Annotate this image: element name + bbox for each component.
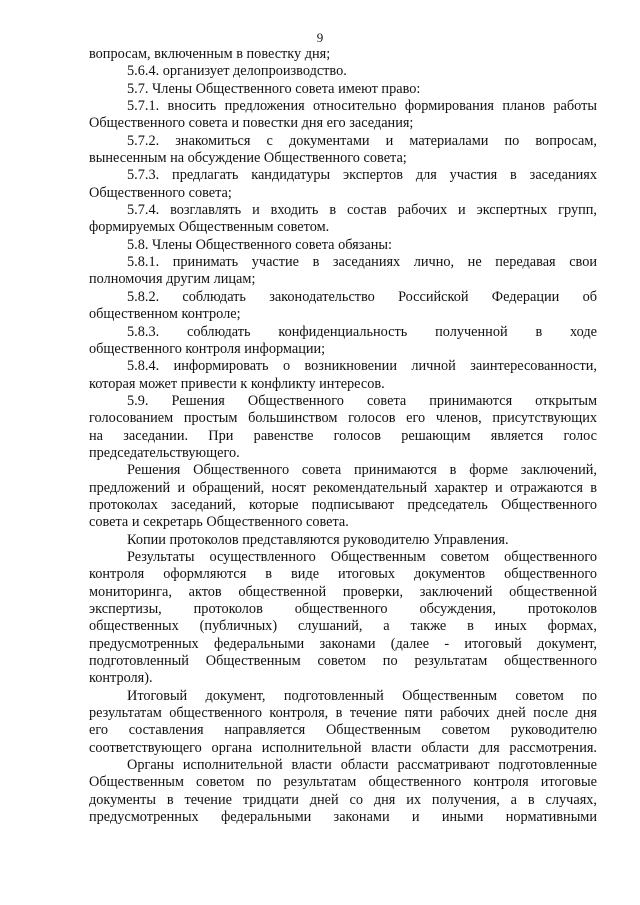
text-line: председательствующего. bbox=[89, 444, 240, 461]
text-line: Общественным советом по результатам общественного контроля итоговые bbox=[89, 774, 597, 791]
text-line: Органы исполнительной власти области рассматривают подготовленные bbox=[127, 757, 597, 774]
text-line: 5.7. Члены Общественного совета имеют право: bbox=[127, 80, 421, 97]
text-line: его составления направляется Общественным советом руководителю bbox=[89, 722, 597, 739]
text-line: полномочия другим лицам; bbox=[89, 271, 256, 288]
text-line: предложений и обращений, носят рекомендательный характер и отражаются в bbox=[89, 479, 597, 496]
text-line: которая может привести к конфликту интересов. bbox=[89, 375, 385, 392]
text-line: Решения Общественного совета принимаются в форме заключений, bbox=[127, 462, 597, 479]
text-line: протоколах заседаний, которые подписывают председатель Общественного bbox=[89, 496, 597, 513]
text-line: контроля оформляются в виде итоговых документов общественного bbox=[89, 566, 597, 583]
text-line: предусмотренных федеральными законами и иными нормативными bbox=[89, 809, 597, 826]
text-line: общественном контроле; bbox=[89, 306, 241, 323]
text-line: общественных (публичных) слушаний, а также в иных формах, bbox=[89, 618, 597, 635]
text-line: Результаты осуществленного Общественным советом общественного bbox=[127, 548, 597, 565]
text-line: экспертизы, протоколов общественного обсуждения, протоколов bbox=[89, 601, 597, 617]
text-line: Общественного совета; bbox=[89, 184, 232, 201]
text-line: совета и секретарь Общественного совета. bbox=[89, 514, 349, 531]
text-line: Общественного совета и повестки дня его заседания; bbox=[89, 115, 414, 132]
text-line: вынесенным на обсуждение Общественного совета; bbox=[89, 150, 407, 167]
text-line: 5.8.3. соблюдать конфиденциальность полученной в ходе bbox=[127, 323, 597, 340]
text-line: документы в течение тридцати дней со дня их получения, а в случаях, bbox=[89, 791, 597, 808]
text-line: общественного контроля информации; bbox=[89, 340, 326, 357]
text-line: 5.8. Члены Общественного совета обязаны: bbox=[127, 236, 392, 253]
text-line: 5.8.4. информировать о возникновении личной заинтересованности, bbox=[127, 358, 597, 375]
page-number: 9 bbox=[316, 30, 324, 45]
text-line: 5.6.4. организует делопроизводство. bbox=[127, 63, 347, 80]
text-line: 5.7.2. знакомиться с документами и материалами по вопросам, bbox=[127, 132, 597, 149]
text-line: вопросам, включенным в повестку дня; bbox=[89, 46, 331, 62]
text-line: 5.7.1. вносить предложения относительно формирования планов работы bbox=[127, 98, 597, 115]
text-line: 5.9. Решения Общественного совета принимаются открытым bbox=[127, 392, 597, 409]
text-line: 5.8.2. соблюдать законодательство Российской Федерации об bbox=[127, 288, 597, 305]
text-line: предусмотренных федеральными законами (далее - итоговый документ, bbox=[89, 635, 597, 652]
document-body bbox=[89, 46, 597, 826]
text-line: подготовленный Общественным советом по результатам общественного bbox=[89, 653, 597, 670]
text-line: 5.7.3. предлагать кандидатуры экспертов для участия в заседаниях bbox=[127, 167, 597, 184]
text-line: 5.8.1. принимать участие в заседаниях лично, не передавая свои bbox=[127, 254, 597, 271]
text-line: Итоговый документ, подготовленный Общественным советом по bbox=[127, 687, 597, 704]
text-line: результатам общественного контроля, в течение пяти рабочих дней после дня bbox=[89, 705, 597, 722]
text-line: контроля). bbox=[89, 670, 153, 687]
text-line: мониторинга, актов общественной проверки, заключений общественной bbox=[89, 583, 597, 600]
text-line: голосованием простым большинством голосов его членов, присутствующих bbox=[89, 410, 597, 427]
text-line: соответствующего органа исполнительной власти области для рассмотрения. bbox=[89, 739, 597, 756]
text-line: на заседании. При равенстве голосов решающим является голос bbox=[89, 427, 597, 444]
text-line: 5.7.4. возглавлять и входить в состав рабочих и экспертных групп, bbox=[127, 202, 597, 219]
text-line: Копии протоколов представляются руководителю Управления. bbox=[127, 531, 509, 548]
text-line: формируемых Общественным советом. bbox=[89, 219, 330, 236]
